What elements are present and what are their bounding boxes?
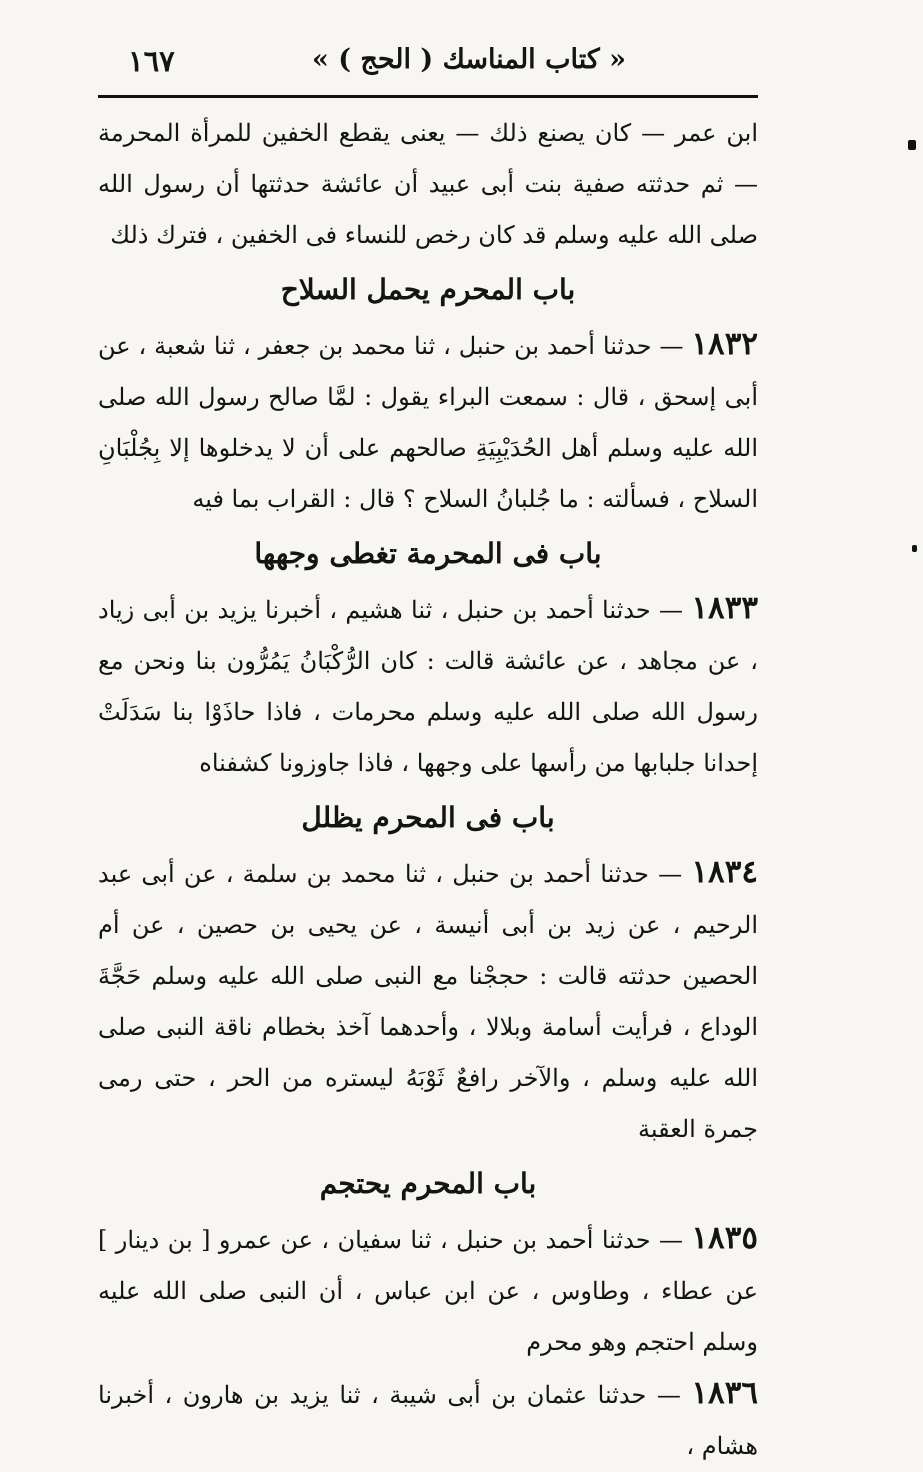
hadith-text: — حدثنا عثمان بن أبى شيبة ، ثنا يزيد بن هارون ، أخبرنا هشام ، bbox=[98, 1381, 758, 1460]
header-rule bbox=[98, 95, 758, 98]
chapter-heading: باب المحرم يحتجم bbox=[319, 1167, 537, 1200]
hadith-paragraph bbox=[98, 847, 758, 1155]
hadith-text: — حدثنا أحمد بن حنبل ، ثنا هشيم ، أخبرنا يزيد بن أبى زياد ، عن مجاهد ، عن عائشة قالت : كان الرُّكْبَانُ يَمُرُّون بنا ونحن مع رسول الله صلى الله عليه وسلم محرمات ، فاذا حاذَوْا بنا سَدَلَتْ إحدانا جلبابها من رأسها على وجهها ، فاذا جاوزونا كشفناه bbox=[98, 596, 758, 777]
hadith-text: — حدثنا أحمد بن حنبل ، ثنا سفيان ، عن عمرو [ بن دينار ] عن عطاء ، وطاوس ، عن ابن عباس ، أن النبى صلى الله عليه وسلم احتجم وهو محرم bbox=[98, 1226, 758, 1356]
scan-mark bbox=[912, 545, 917, 552]
hadith-text: — حدثنا أحمد بن حنبل ، ثنا محمد بن سلمة ، عن أبى عبد الرحيم ، عن زيد بن أبى أنيسة ، عن يحيى بن حصين ، عن أم الحصين حدثته قالت : حججْنا مع النبى صلى الله عليه وسلم حَجَّةَ الوداع ، فرأيت أسامة وبلالا ، وأحدهما آخذ بخطام ناقة النبى صلى الله عليه وسلم ، والآخر رافعٌ ثَوْبَهُ ليستره من الحر ، حتى رمى جمرة العقبة bbox=[98, 860, 758, 1143]
hadith-number: ١٨٣٥ bbox=[691, 1220, 758, 1256]
chapter-heading: باب فى المحرم يظلل bbox=[301, 801, 555, 834]
hadith-paragraph bbox=[98, 319, 758, 525]
page-body bbox=[98, 108, 758, 1472]
hadith-number: ١٨٣٣ bbox=[691, 590, 758, 626]
hadith-text: — حدثنا أحمد بن حنبل ، ثنا محمد بن جعفر ، ثنا شعبة ، عن أبى إسحق ، قال : سمعت البراء يقول : لمَّا صالح رسول الله صلى الله عليه وسلم أهل الحُدَيْبِيَةِ صالحهم على أن لا يدخلوها إلا بِجُلْبَانِ السلاح ، فسألته : ما جُلبانُ السلاح ؟ قال : القراب بما فيه bbox=[98, 332, 758, 513]
hadith-number: ١٨٣٢ bbox=[691, 326, 758, 362]
hadith-number: ١٨٣٤ bbox=[691, 854, 758, 890]
hadith-paragraph bbox=[98, 583, 758, 789]
running-title: « كتاب المناسك ( الحج ) » bbox=[311, 44, 626, 75]
page-number: ١٦٧ bbox=[128, 44, 175, 78]
hadith-number: ١٨٣٦ bbox=[691, 1375, 758, 1411]
chapter-heading: باب المحرم يحمل السلاح bbox=[280, 273, 576, 306]
hadith-paragraph bbox=[98, 1368, 758, 1472]
intro-paragraph: ابن عمر — كان يصنع ذلك — يعنى يقطع الخفين للمرأة المحرمة — ثم حدثته صفية بنت أبى عبيد أن عائشة حدثتها أن رسول الله صلى الله عليه وسلم قد كان رخص للنساء فى الخفين ، فترك ذلك bbox=[98, 119, 758, 249]
scan-mark bbox=[908, 140, 916, 150]
chapter-heading: باب فى المحرمة تغطى وجهها bbox=[254, 537, 602, 570]
page-header bbox=[98, 38, 756, 88]
hadith-paragraph bbox=[98, 1213, 758, 1368]
